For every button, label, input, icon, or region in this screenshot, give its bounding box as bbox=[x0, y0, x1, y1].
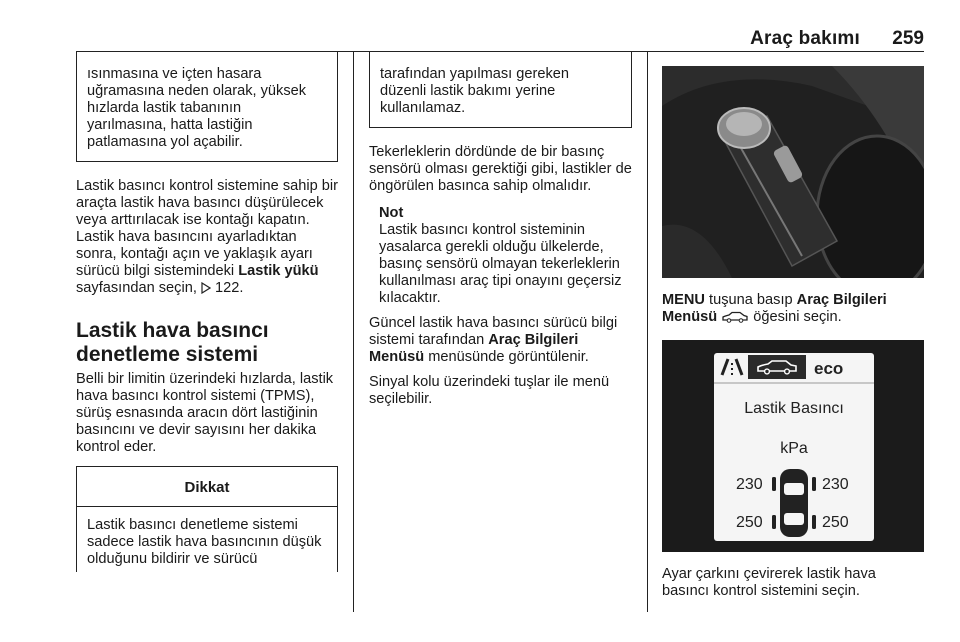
column-divider bbox=[647, 52, 648, 612]
box-line: uğramasına neden olarak, yüksek bbox=[87, 83, 307, 99]
vehicle-info-tab bbox=[748, 355, 806, 379]
page-number: 259 bbox=[892, 28, 924, 49]
caption-menu: MENU tuşuna basıp Araç Bilgileri Menüsü öğesini seçin. bbox=[662, 292, 887, 325]
front-left-pressure: 230 bbox=[736, 476, 763, 493]
turn-signal-lever-photo bbox=[662, 66, 924, 278]
display-title: Lastik Basıncı bbox=[744, 400, 844, 417]
box-line: yarılmasına, hatta lastiğin bbox=[87, 117, 253, 133]
caption-select: Ayar çarkını çevirerek lastik hava basıncı kontrol sistemini seçin. bbox=[662, 566, 876, 599]
section-heading: Lastik hava basıncı denetleme sistemi bbox=[76, 319, 269, 366]
note-block bbox=[369, 205, 632, 307]
chapter-title: Araç bakımı bbox=[750, 28, 860, 49]
note-body: Lastik basıncı kontrol sisteminin yasalarca gerekli olduğu ülkelerde, basınç sensörü olmayan tekerleklerin kullanılması araç tipi onayını geçersiz kılacaktır. bbox=[379, 222, 622, 306]
tire-pressure-display-illustration bbox=[662, 340, 924, 552]
eco-label: eco bbox=[814, 359, 844, 378]
menu-term: Araç Bilgileri Menüsü bbox=[369, 332, 579, 365]
note-title: Not bbox=[379, 205, 404, 221]
paragraph-sensors: Tekerleklerin dördünde de bir basınç sensörü olması gerektiği gibi, lastikler de öngörülen basınca sahip olmalıdır. bbox=[369, 144, 632, 194]
menu-term: Lastik yükü bbox=[238, 263, 319, 279]
rear-right-pressure: 250 bbox=[822, 514, 849, 531]
pressure-unit: kPa bbox=[780, 440, 808, 457]
box-line: ısınmasına ve içten hasara bbox=[87, 66, 262, 82]
paragraph-tpms-intro: Belli bir limitin üzerindeki hızlarda, lastik hava basıncı kontrol sistemi (TPMS), sürüş esnasında aracın dört lastiğinin basıncını ve devir sayısını her dakika kontrol eder. bbox=[76, 371, 334, 455]
page-header bbox=[76, 28, 924, 50]
page-reference-link[interactable]: 122. bbox=[215, 280, 244, 296]
column-2 bbox=[369, 52, 632, 408]
paragraph-menu-select: Sinyal kolu üzerindeki tuşlar ile menü seçilebilir. bbox=[369, 374, 610, 407]
box-line: tarafından yapılması gereken bbox=[380, 66, 570, 82]
road-icon bbox=[722, 359, 742, 375]
display-screen bbox=[714, 353, 874, 541]
box-line: patlamasına yol açabilir. bbox=[87, 134, 243, 150]
box-line: düzenli lastik bakımı yerine bbox=[380, 83, 556, 99]
menu-button-label: MENU bbox=[662, 292, 705, 308]
menu-term: Araç Bilgileri Menüsü bbox=[662, 292, 887, 325]
caution-body: Lastik basıncı denetleme sistemi sadece lastik hava basıncının düşük olduğunu bildirir ve sürücü bbox=[87, 517, 322, 567]
car-icon bbox=[721, 311, 749, 323]
caution-continuation-box bbox=[369, 52, 632, 128]
rear-left-pressure: 250 bbox=[736, 514, 763, 531]
column-1 bbox=[76, 52, 338, 572]
warning-continuation-box bbox=[76, 52, 338, 162]
page-reference-arrow-icon bbox=[201, 282, 211, 294]
paragraph-display: Güncel lastik hava basıncı sürücü bilgi sistemi tarafından Araç Bilgileri Menüsü menüsünde görüntülenir. bbox=[369, 315, 618, 365]
box-line: hızlarda lastik tabanının bbox=[87, 100, 242, 116]
column-3 bbox=[662, 52, 924, 600]
paragraph-tire-adjust: Lastik basıncı kontrol sistemine sahip bir araçta lastik hava basıncı düşürülecek veya arttırılacak ise kontağı kapatın. Lastik hava basıncını ayarladıktan sonra, kontağı açın ve yaklaşık ayarı sürücü bilgi sistemindeki Lastik yükü sayfasından seçin, 122. bbox=[76, 178, 338, 296]
front-right-pressure: 230 bbox=[822, 476, 849, 493]
box-line: kullanılamaz. bbox=[380, 100, 466, 116]
car-top-view-icon bbox=[772, 469, 816, 537]
caution-box bbox=[76, 466, 338, 572]
caution-title: Dikkat bbox=[77, 467, 337, 507]
lever-illustration bbox=[662, 66, 924, 278]
column-divider bbox=[353, 52, 354, 612]
